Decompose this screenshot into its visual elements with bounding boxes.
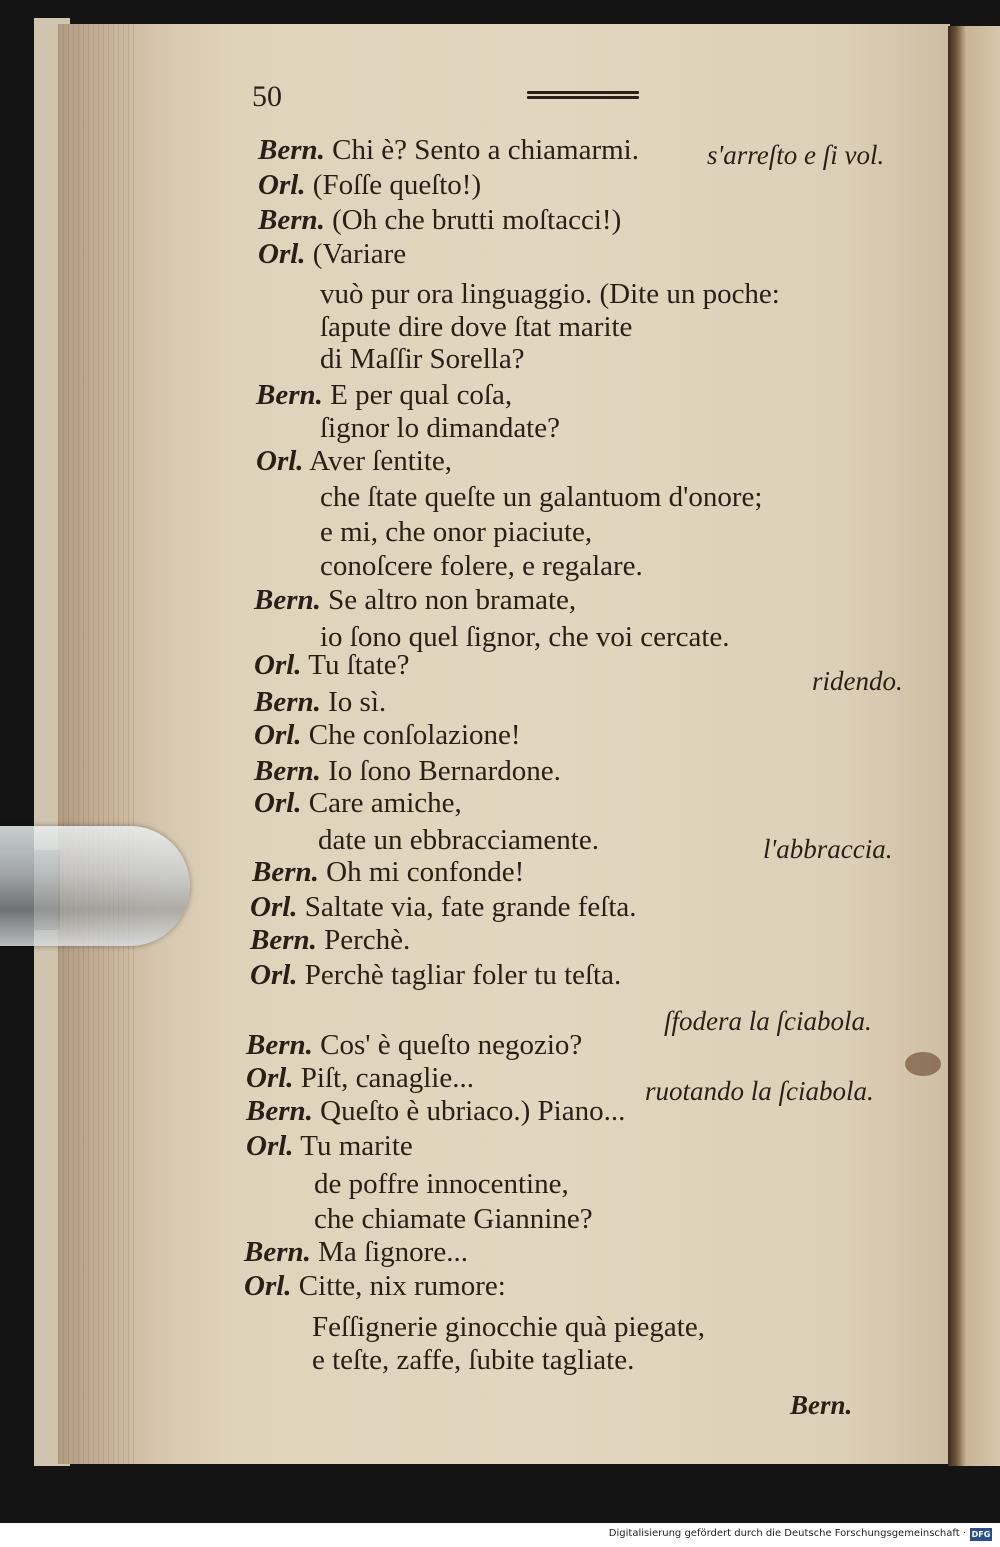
dialogue-line <box>244 1238 468 1267</box>
book-clamp <box>0 826 190 946</box>
line-text: io ſono quel ſignor, che voi cercate. <box>320 621 730 653</box>
dialogue-line <box>254 721 521 750</box>
line-text: Tu ſtate? <box>308 649 410 681</box>
speaker-label: Orl. <box>258 169 306 201</box>
speaker-label: Bern. <box>256 379 323 411</box>
dialogue-line <box>250 926 410 955</box>
page-stack-edges <box>58 24 138 1464</box>
speaker-label: Bern. <box>258 134 325 166</box>
dialogue-line <box>256 381 512 410</box>
line-text: Citte, nix rumore: <box>298 1270 506 1302</box>
speaker-label: Orl. <box>244 1270 292 1302</box>
line-text: ſignor lo dimandate? <box>320 412 560 444</box>
dialogue-line <box>320 313 632 342</box>
dialogue-line <box>318 826 599 855</box>
speaker-label: Bern. <box>246 1095 313 1127</box>
dialogue-line <box>312 1346 634 1375</box>
line-text: Care amiche, <box>308 787 462 819</box>
dialogue-line <box>258 206 621 235</box>
speaker-label: Orl. <box>254 787 302 819</box>
dialogue-line <box>250 961 621 990</box>
line-text: E per qual coſa, <box>330 379 513 411</box>
line-text: (Foſſe queſto!) <box>312 169 482 201</box>
stage-direction: ridendo. <box>812 666 903 696</box>
dialogue-line <box>320 483 763 512</box>
line-text: vuò pur ora linguaggio. (Dite un poche: <box>320 278 780 310</box>
line-text: Feſſignerie ginocchie quà piegate, <box>312 1311 705 1343</box>
line-text: Piſt, canaglie... <box>300 1062 474 1094</box>
line-text: e mi, che onor piaciute, <box>320 516 593 548</box>
speaker-label: Bern. <box>246 1029 313 1061</box>
line-text: che ſtate queſte un galantuom d'onore; <box>320 481 763 513</box>
speaker-label: Bern. <box>252 856 319 888</box>
speaker-label: Bern. <box>244 1236 311 1268</box>
speaker-label: Orl. <box>254 719 302 751</box>
dialogue-line <box>246 1031 582 1060</box>
line-text: Io sì. <box>328 686 387 718</box>
dialogue-line <box>252 858 524 887</box>
page-number: 50 <box>252 80 282 113</box>
speaker-label: Bern. <box>254 584 321 616</box>
catchword: Bern. <box>790 1390 853 1420</box>
dialogue-line <box>320 345 525 374</box>
footer-credit: Digitalisierung gefördert durch die Deutsche Forschungsgemeinschaft · <box>608 1528 966 1539</box>
paper-stain <box>905 1052 941 1076</box>
speaker-label: Orl. <box>246 1062 294 1094</box>
line-text: (Variare <box>312 238 407 270</box>
dialogue-line <box>320 414 560 443</box>
speaker-label: Orl. <box>254 649 302 681</box>
dialogue-line <box>320 552 643 581</box>
dialogue-line <box>320 280 780 309</box>
speaker-label: Orl. <box>258 238 306 270</box>
line-text: Cos' è queſto negozio? <box>320 1029 583 1061</box>
speaker-label: Orl. <box>246 1130 294 1162</box>
line-text: Io ſono Bernardone. <box>328 755 561 787</box>
line-text: che chiamate Giannine? <box>314 1203 593 1235</box>
line-text: Tu marite <box>300 1130 413 1162</box>
line-text: Perchè tagliar foler tu teſta. <box>304 959 622 991</box>
line-text: Perchè. <box>324 924 411 956</box>
line-text: Chi è? Sento a chiamarmi. <box>332 134 639 166</box>
stage-direction: ſfodera la ſciabola. <box>664 1006 872 1036</box>
stage-direction: s'arreſto e ſi vol. <box>707 140 885 170</box>
line-text: de poffre innocentine, <box>314 1168 569 1200</box>
line-text: Se altro non bramate, <box>328 584 577 616</box>
dialogue-line <box>258 171 481 200</box>
line-text: Aver ſentite, <box>309 445 452 477</box>
dialogue-line <box>254 789 462 818</box>
dialogue-line <box>250 893 637 922</box>
dialogue-line <box>314 1205 593 1234</box>
dialogue-line <box>254 586 576 615</box>
dialogue-line <box>246 1064 474 1093</box>
speaker-label: Bern. <box>258 204 325 236</box>
dialogue-line <box>320 623 730 652</box>
dialogue-line <box>258 240 406 269</box>
speaker-label: Orl. <box>250 891 298 923</box>
dialogue-line <box>258 136 639 165</box>
dialogue-line <box>246 1097 625 1126</box>
line-text: (Oh che brutti moſtacci!) <box>332 204 622 236</box>
speaker-label: Bern. <box>250 924 317 956</box>
line-text: Che conſolazione! <box>308 719 521 751</box>
dialogue-line <box>244 1272 506 1301</box>
speaker-label: Bern. <box>254 755 321 787</box>
dialogue-line <box>314 1170 569 1199</box>
dialogue-line <box>246 1132 413 1161</box>
stage-direction: l'abbraccia. <box>763 834 893 864</box>
dialogue-line <box>256 447 452 476</box>
dialogue-line <box>312 1313 705 1342</box>
dialogue-line <box>254 688 386 717</box>
stage-direction: ruotando la ſciabola. <box>645 1076 874 1106</box>
footer-bar <box>0 1523 1000 1547</box>
header-ornament <box>527 91 639 105</box>
line-text: Ma ſignore... <box>318 1236 468 1268</box>
line-text: conoſcere folere, e regalare. <box>320 550 643 582</box>
line-text: ſapute dire dove ſtat marite <box>320 311 633 343</box>
speaker-label: Bern. <box>254 686 321 718</box>
line-text: Queſto è ubriaco.) Piano... <box>320 1095 626 1127</box>
dfg-logo: DFG <box>971 1530 991 1539</box>
line-text: di Maſſir Sorella? <box>320 343 525 375</box>
dialogue-line <box>320 518 592 547</box>
dialogue-line <box>254 757 561 786</box>
facing-page-edge <box>948 26 1000 1466</box>
line-text: e teſte, zaffe, ſubite tagliate. <box>312 1344 635 1376</box>
dialogue-line <box>254 651 410 680</box>
line-text: date un ebbracciamente. <box>318 824 599 856</box>
line-text: Saltate via, fate grande feſta. <box>304 891 637 923</box>
speaker-label: Orl. <box>256 445 304 477</box>
line-text: Oh mi confonde! <box>326 856 525 888</box>
speaker-label: Orl. <box>250 959 298 991</box>
